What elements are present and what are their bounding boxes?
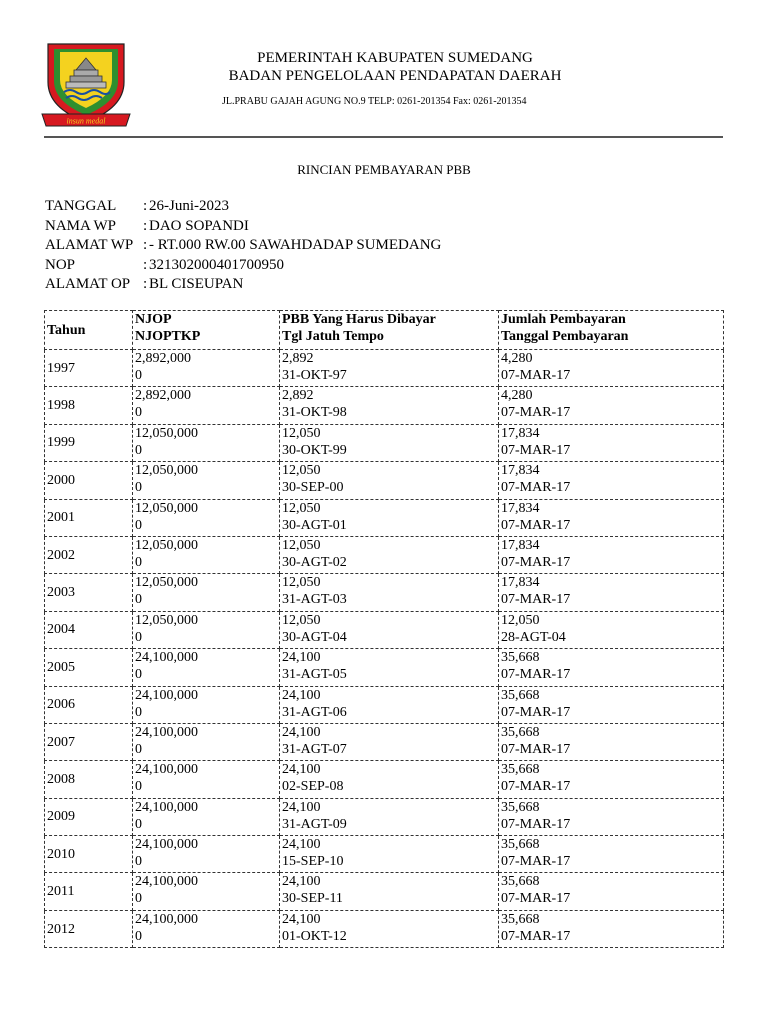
- cell-njop: [133, 873, 280, 910]
- cell-njoptkp-value: 0: [135, 442, 142, 458]
- info-row-alamat-wp: [45, 236, 441, 256]
- header-tahun: Tahun: [45, 311, 133, 350]
- header-jumlah-label: Jumlah Pembayaran: [501, 312, 626, 327]
- cell-njop-value: 12,050,000: [135, 537, 198, 553]
- table-row: [45, 350, 724, 387]
- header-njop: [133, 311, 280, 350]
- cell-pbb: [280, 574, 499, 611]
- cell-pbb-value: 24,100: [282, 911, 321, 927]
- table-row: [45, 723, 724, 760]
- cell-tgl-bayar-value: 07-MAR-17: [501, 854, 571, 870]
- cell-pbb-value: 24,100: [282, 762, 321, 778]
- table-row: [45, 761, 724, 798]
- cell-pbb-value: 24,100: [282, 799, 321, 815]
- cell-tgl-bayar-value: 07-MAR-17: [501, 592, 571, 608]
- cell-njop: [133, 611, 280, 648]
- cell-njop: [133, 574, 280, 611]
- cell-jumlah: [499, 761, 724, 798]
- cell-pbb: [280, 649, 499, 686]
- cell-tgl-bayar-value: 07-MAR-17: [501, 816, 571, 832]
- cell-njoptkp-value: 0: [135, 928, 142, 944]
- cell-jatuh-tempo-value: 31-AGT-06: [282, 704, 347, 720]
- cell-pbb: [280, 350, 499, 387]
- cell-njoptkp-value: 0: [135, 779, 142, 795]
- cell-jumlah-value: 17,834: [501, 463, 540, 479]
- cell-tahun: 1999: [45, 424, 133, 461]
- cell-tgl-bayar-value: 07-MAR-17: [501, 667, 571, 683]
- cell-jumlah: [499, 649, 724, 686]
- cell-njop: [133, 836, 280, 873]
- table-row: [45, 574, 724, 611]
- cell-jumlah: [499, 611, 724, 648]
- header-agency-name: BADAN PENGELOLAAN PENDAPATAN DAERAH: [228, 68, 562, 84]
- cell-jumlah-value: 12,050: [501, 612, 540, 628]
- cell-jumlah: [499, 836, 724, 873]
- header-njop-label: NJOP: [135, 312, 172, 327]
- cell-tahun: 2002: [45, 536, 133, 573]
- cell-tahun: 2003: [45, 574, 133, 611]
- header-tgl-bayar-label: Tanggal Pembayaran: [501, 329, 629, 344]
- cell-jatuh-tempo-value: 30-AGT-04: [282, 629, 347, 645]
- cell-pbb: [280, 836, 499, 873]
- table-row: [45, 649, 724, 686]
- cell-jatuh-tempo-value: 31-AGT-09: [282, 816, 347, 832]
- info-colon: :: [143, 237, 148, 253]
- cell-jatuh-tempo-value: 30-AGT-01: [282, 517, 347, 533]
- cell-tahun: 1997: [45, 350, 133, 387]
- cell-njop-value: 24,100,000: [135, 687, 198, 703]
- table-header-row: [45, 311, 724, 350]
- cell-jatuh-tempo-value: 01-OKT-12: [282, 928, 347, 944]
- info-value: 321302000401700950: [149, 256, 284, 273]
- cell-jatuh-tempo-value: 30-SEP-11: [282, 891, 343, 907]
- cell-njoptkp-value: 0: [135, 667, 142, 683]
- info-row-nop: [45, 256, 441, 276]
- table-row: [45, 836, 724, 873]
- cell-njoptkp-value: 0: [135, 741, 142, 757]
- cell-jatuh-tempo-value: 31-OKT-98: [282, 405, 347, 421]
- cell-njop-value: 24,100,000: [135, 762, 198, 778]
- cell-njoptkp-value: 0: [135, 517, 142, 533]
- info-colon: :: [143, 198, 148, 214]
- cell-pbb: [280, 536, 499, 573]
- table-row: [45, 424, 724, 461]
- cell-njoptkp-value: 0: [135, 592, 142, 608]
- cell-jumlah: [499, 424, 724, 461]
- cell-pbb-value: 24,100: [282, 724, 321, 740]
- cell-njop: [133, 536, 280, 573]
- cell-njop-value: 2,892,000: [135, 351, 191, 366]
- table-row: [45, 462, 724, 499]
- cell-jumlah: [499, 873, 724, 910]
- cell-jatuh-tempo-value: 30-AGT-02: [282, 554, 347, 570]
- table-row: [45, 873, 724, 910]
- cell-pbb-value: 2,892: [282, 388, 314, 404]
- cell-njop-value: 12,050,000: [135, 500, 198, 516]
- table-row: [45, 499, 724, 536]
- cell-jumlah: [499, 462, 724, 499]
- info-colon: :: [143, 276, 148, 292]
- cell-njop-value: 12,050,000: [135, 575, 198, 591]
- sumedang-crest-logo: [40, 38, 132, 130]
- header-government-name: PEMERINTAH KABUPATEN SUMEDANG: [257, 50, 533, 66]
- cell-njop-value: 24,100,000: [135, 799, 198, 815]
- info-label: NAMA WP: [45, 217, 116, 234]
- table-row: [45, 611, 724, 648]
- cell-tahun: 1998: [45, 387, 133, 424]
- cell-jumlah: [499, 499, 724, 536]
- payment-table: [44, 310, 724, 948]
- cell-tgl-bayar-value: 07-MAR-17: [501, 480, 571, 496]
- cell-pbb: [280, 723, 499, 760]
- cell-jatuh-tempo-value: 15-SEP-10: [282, 854, 344, 870]
- cell-tahun: 2012: [45, 910, 133, 947]
- cell-tgl-bayar-value: 28-AGT-04: [501, 629, 566, 645]
- cell-jumlah: [499, 536, 724, 573]
- cell-tahun: 2007: [45, 723, 133, 760]
- cell-jumlah-value: 4,280: [501, 351, 533, 366]
- cell-njop: [133, 462, 280, 499]
- cell-tgl-bayar-value: 07-MAR-17: [501, 405, 571, 421]
- cell-njoptkp-value: 0: [135, 854, 142, 870]
- info-label: ALAMAT OP: [45, 276, 131, 292]
- cell-njop: [133, 761, 280, 798]
- cell-njop: [133, 649, 280, 686]
- cell-njoptkp-value: 0: [135, 554, 142, 570]
- cell-pbb-value: 24,100: [282, 837, 321, 853]
- cell-pbb: [280, 910, 499, 947]
- cell-pbb-value: 12,050: [282, 500, 321, 516]
- cell-pbb-value: 12,050: [282, 463, 321, 479]
- cell-jumlah: [499, 686, 724, 723]
- cell-tahun: 2011: [45, 873, 133, 910]
- cell-jumlah-value: 35,668: [501, 724, 540, 740]
- cell-tahun: 2010: [45, 836, 133, 873]
- header-pbb: [280, 311, 499, 350]
- cell-jumlah-value: 35,668: [501, 799, 540, 815]
- table-row: [45, 910, 724, 947]
- cell-jatuh-tempo-value: 31-OKT-97: [282, 368, 347, 383]
- header-jumlah: [499, 311, 724, 350]
- cell-njop: [133, 798, 280, 835]
- cell-jumlah-value: 35,668: [501, 687, 540, 703]
- cell-pbb-value: 2,892: [282, 351, 314, 366]
- cell-tgl-bayar-value: 07-MAR-17: [501, 704, 571, 720]
- info-value: 26-Juni-2023: [149, 198, 229, 214]
- cell-njoptkp-value: 0: [135, 816, 142, 832]
- cell-tahun: 2001: [45, 499, 133, 536]
- cell-jumlah: [499, 387, 724, 424]
- cell-jumlah: [499, 574, 724, 611]
- cell-njop: [133, 387, 280, 424]
- taxpayer-info: [45, 197, 441, 295]
- info-value: - RT.000 RW.00 SAWAHDADAP SUMEDANG: [149, 237, 442, 253]
- cell-tahun: 2008: [45, 761, 133, 798]
- cell-njop: [133, 424, 280, 461]
- cell-jumlah-value: 35,668: [501, 762, 540, 778]
- cell-jumlah-value: 35,668: [501, 837, 540, 853]
- cell-njop-value: 2,892,000: [135, 388, 191, 404]
- cell-njop: [133, 910, 280, 947]
- cell-tgl-bayar-value: 07-MAR-17: [501, 368, 571, 383]
- cell-jatuh-tempo-value: 30-SEP-00: [282, 480, 344, 496]
- cell-pbb: [280, 761, 499, 798]
- table-row: [45, 798, 724, 835]
- cell-njop-value: 12,050,000: [135, 425, 198, 441]
- cell-pbb: [280, 499, 499, 536]
- cell-jumlah-value: 17,834: [501, 500, 540, 516]
- header-address: JL.PRABU GAJAH AGUNG NO.9 TELP: 0261-201354 Fax: 0261-201354: [222, 96, 527, 107]
- cell-pbb: [280, 873, 499, 910]
- cell-jumlah-value: 35,668: [501, 911, 540, 927]
- cell-njoptkp-value: 0: [135, 891, 142, 907]
- cell-jatuh-tempo-value: 31-AGT-05: [282, 667, 347, 683]
- cell-pbb-value: 24,100: [282, 650, 321, 666]
- cell-njoptkp-value: 0: [135, 405, 142, 421]
- cell-tgl-bayar-value: 07-MAR-17: [501, 779, 571, 795]
- cell-tgl-bayar-value: 07-MAR-17: [501, 928, 571, 944]
- cell-njop-value: 12,050,000: [135, 463, 198, 479]
- info-colon: :: [143, 256, 148, 273]
- cell-njop: [133, 350, 280, 387]
- logo-banner-text: insun medal: [66, 116, 106, 126]
- table-row: [45, 686, 724, 723]
- cell-njop: [133, 723, 280, 760]
- cell-jumlah: [499, 798, 724, 835]
- cell-pbb: [280, 462, 499, 499]
- cell-jumlah-value: 17,834: [501, 537, 540, 553]
- cell-jatuh-tempo-value: 31-AGT-07: [282, 741, 347, 757]
- cell-pbb-value: 12,050: [282, 537, 321, 553]
- info-colon: :: [143, 217, 148, 234]
- info-row-tanggal: [45, 197, 441, 217]
- cell-njop-value: 24,100,000: [135, 874, 198, 890]
- cell-jumlah: [499, 350, 724, 387]
- cell-jumlah-value: 17,834: [501, 425, 540, 441]
- header-njoptkp-label: NJOPTKP: [135, 329, 201, 344]
- info-label: TANGGAL: [45, 198, 117, 214]
- cell-jumlah-value: 4,280: [501, 388, 533, 404]
- table-row: [45, 387, 724, 424]
- cell-pbb-value: 12,050: [282, 575, 321, 591]
- cell-tgl-bayar-value: 07-MAR-17: [501, 554, 571, 570]
- cell-pbb: [280, 686, 499, 723]
- cell-jumlah-value: 35,668: [501, 650, 540, 666]
- table-body: [45, 350, 724, 948]
- cell-pbb: [280, 611, 499, 648]
- cell-jatuh-tempo-value: 30-OKT-99: [282, 442, 347, 458]
- cell-tgl-bayar-value: 07-MAR-17: [501, 517, 571, 533]
- cell-njoptkp-value: 0: [135, 368, 142, 383]
- cell-tahun: 2009: [45, 798, 133, 835]
- info-value: BL CISEUPAN: [149, 276, 244, 292]
- info-label: ALAMAT WP: [45, 237, 134, 253]
- cell-tgl-bayar-value: 07-MAR-17: [501, 741, 571, 757]
- cell-njop: [133, 499, 280, 536]
- cell-njoptkp-value: 0: [135, 629, 142, 645]
- cell-jumlah: [499, 723, 724, 760]
- cell-pbb-value: 24,100: [282, 687, 321, 703]
- cell-tgl-bayar-value: 07-MAR-17: [501, 442, 571, 458]
- cell-pbb-value: 12,050: [282, 425, 321, 441]
- cell-njop-value: 24,100,000: [135, 911, 198, 927]
- cell-jumlah: [499, 910, 724, 947]
- header-pbb-label: PBB Yang Harus Dibayar: [282, 312, 436, 327]
- cell-tahun: 2006: [45, 686, 133, 723]
- document-title: RINCIAN PEMBAYARAN PBB: [297, 162, 471, 177]
- cell-njop-value: 24,100,000: [135, 724, 198, 740]
- cell-jatuh-tempo-value: 31-AGT-03: [282, 592, 347, 608]
- cell-jumlah-value: 17,834: [501, 575, 540, 591]
- cell-tgl-bayar-value: 07-MAR-17: [501, 891, 571, 907]
- cell-pbb: [280, 424, 499, 461]
- cell-njop-value: 12,050,000: [135, 612, 198, 628]
- cell-pbb: [280, 798, 499, 835]
- info-label: NOP: [45, 256, 76, 273]
- info-value: DAO SOPANDI: [149, 217, 249, 234]
- info-row-nama-wp: [45, 217, 441, 237]
- cell-njoptkp-value: 0: [135, 480, 142, 496]
- cell-njop-value: 24,100,000: [135, 650, 198, 666]
- cell-tahun: 2005: [45, 649, 133, 686]
- cell-tahun: 2004: [45, 611, 133, 648]
- info-row-alamat-op: [45, 275, 441, 295]
- cell-njop: [133, 686, 280, 723]
- header-divider: [44, 136, 723, 138]
- cell-njoptkp-value: 0: [135, 704, 142, 720]
- cell-pbb-value: 12,050: [282, 612, 321, 628]
- cell-jatuh-tempo-value: 02-SEP-08: [282, 779, 344, 795]
- header-jatuh-tempo-label: Tgl Jatuh Tempo: [282, 329, 384, 344]
- cell-tahun: 2000: [45, 462, 133, 499]
- table-row: [45, 536, 724, 573]
- cell-jumlah-value: 35,668: [501, 874, 540, 890]
- cell-njop-value: 24,100,000: [135, 837, 198, 853]
- cell-pbb-value: 24,100: [282, 874, 321, 890]
- cell-pbb: [280, 387, 499, 424]
